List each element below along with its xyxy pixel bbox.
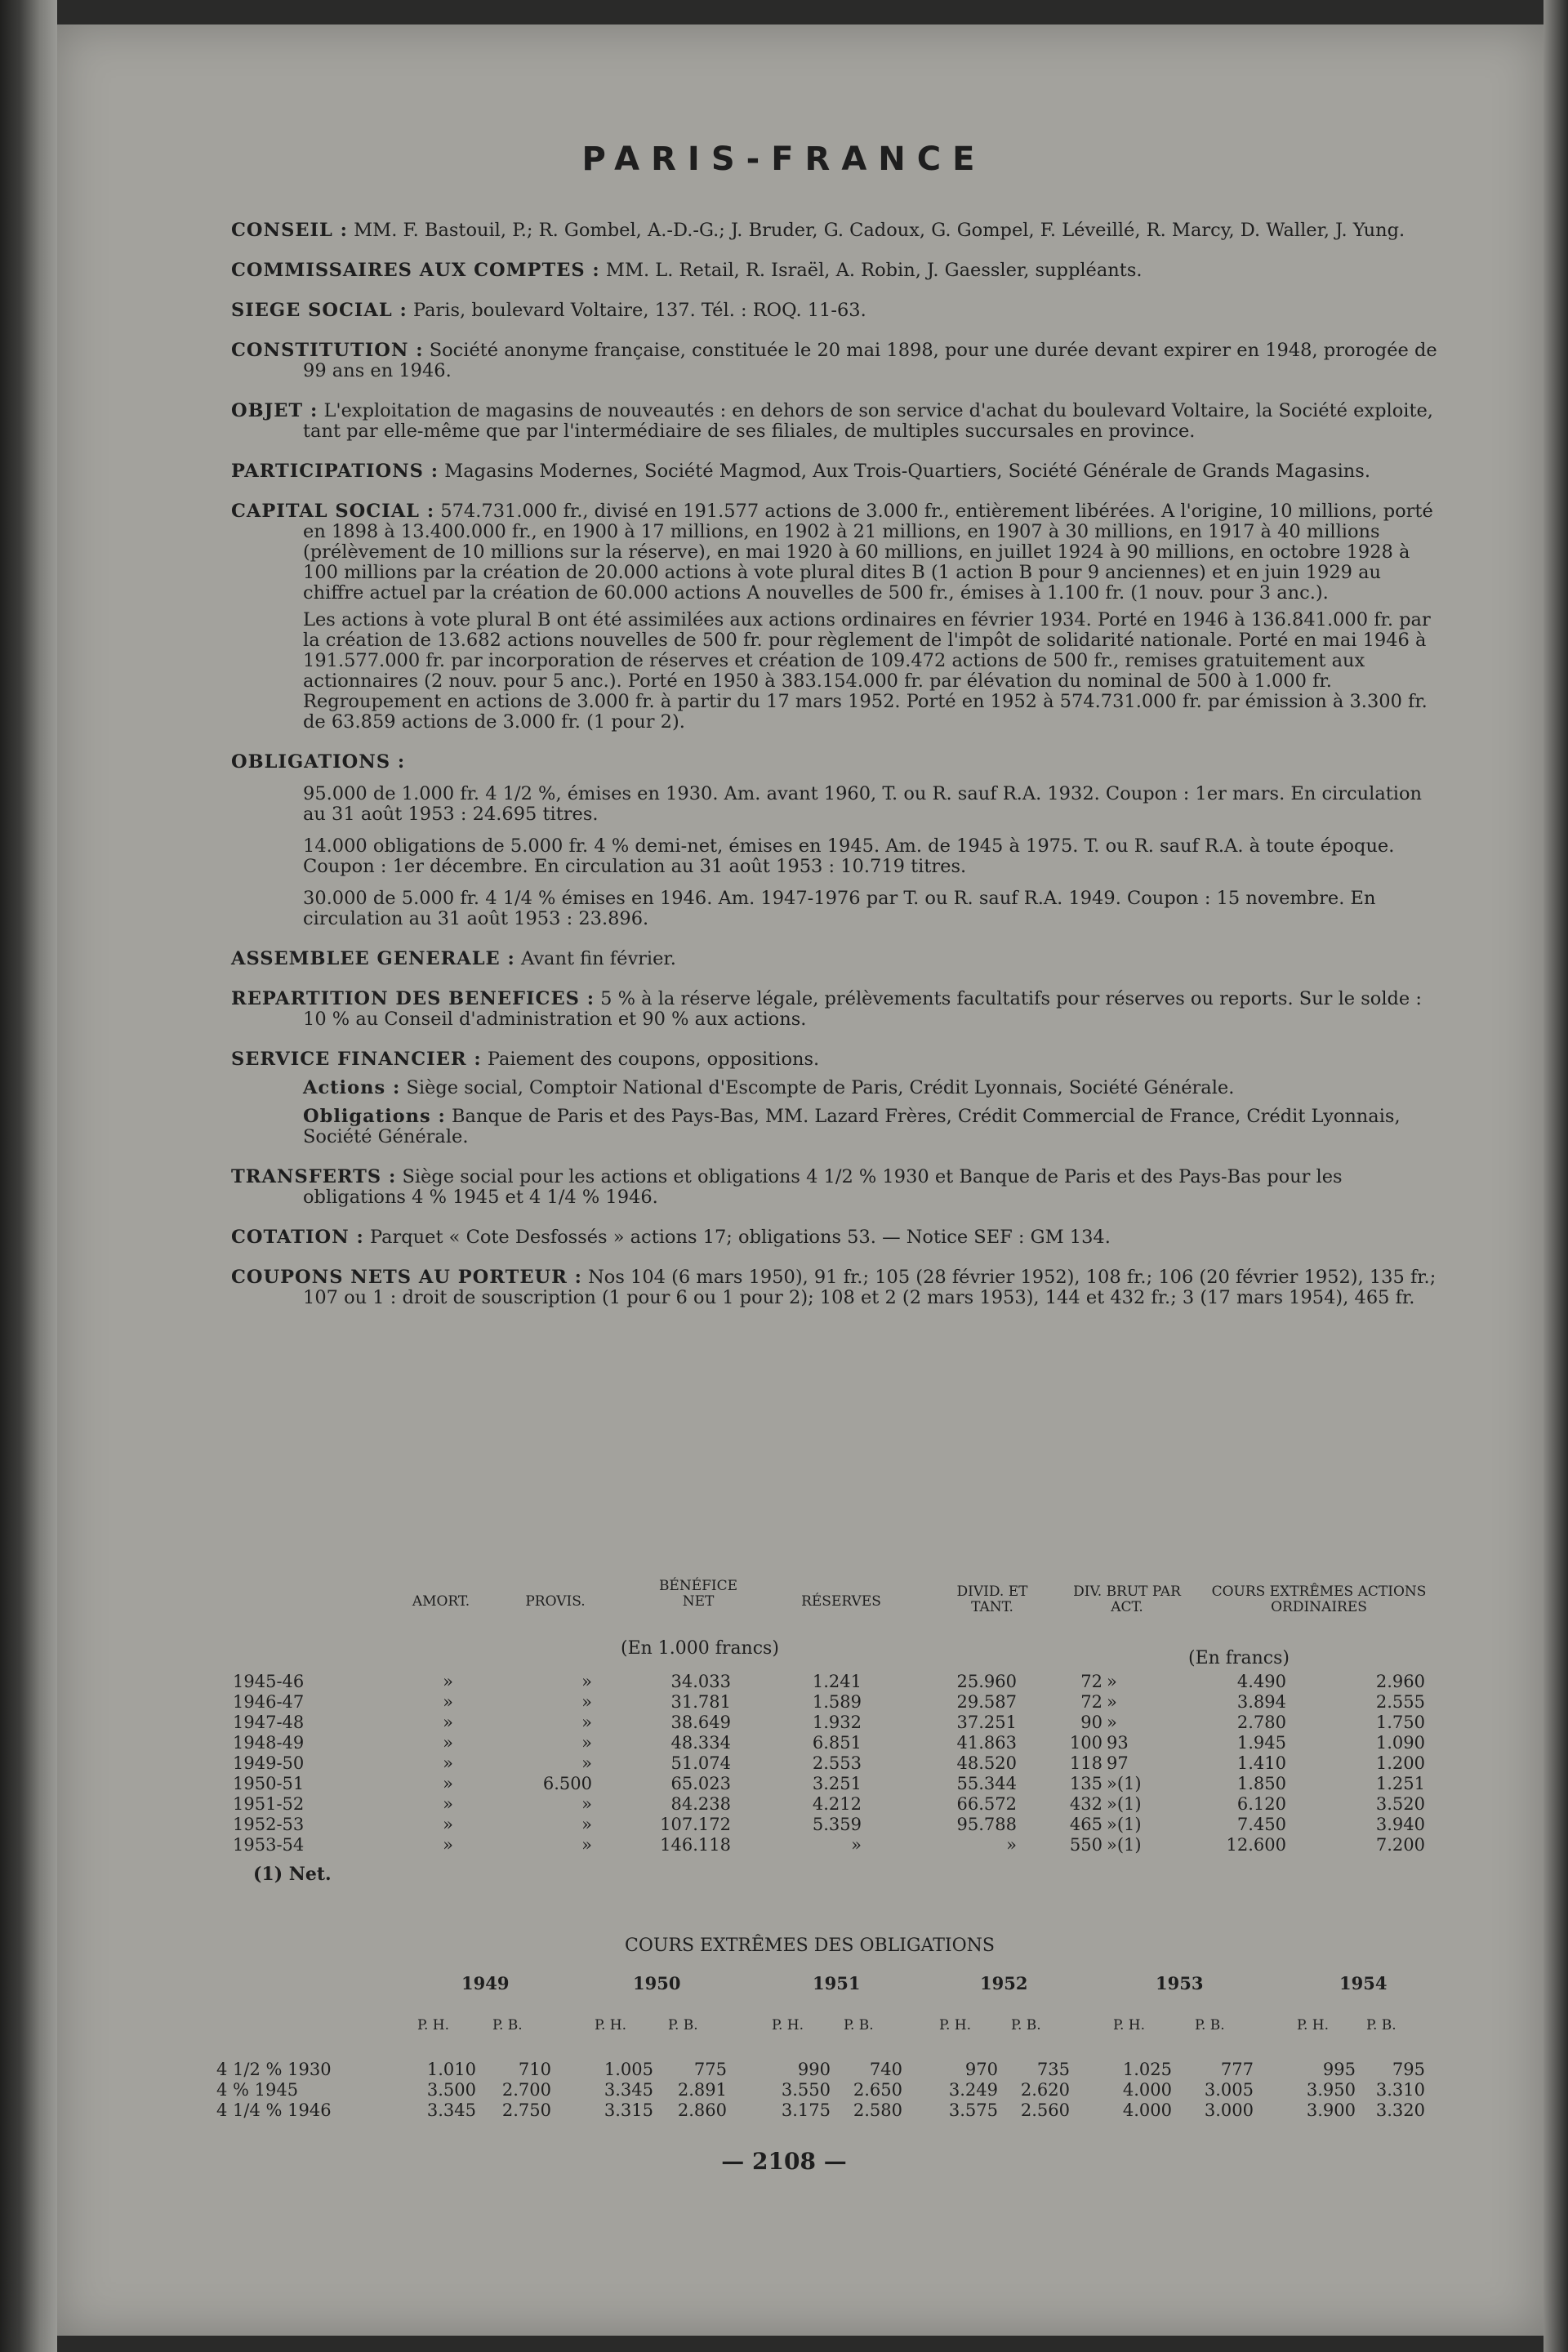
table-cell-amort: » [443, 1733, 453, 1753]
table-cell-low: 1.090 [1375, 1733, 1425, 1753]
table-cell-div2: »(1) [1107, 1774, 1142, 1793]
bond-year-header: 1953 [1156, 1973, 1204, 1993]
bond-price-cell: 3.320 [1375, 2100, 1425, 2120]
participations-section: PARTICIPATIONS : Magasins Modernes, Société Magmod, Aux Trois-Quartiers, Société Générale de Grands Magasins. [231, 461, 1371, 482]
col-header-pb: P. B. [492, 2017, 523, 2034]
col-header-ph: P. H. [1113, 2017, 1146, 2034]
bond-year-header: 1950 [633, 1973, 681, 1993]
table-cell-reserves: 1.589 [812, 1692, 862, 1712]
table-cell-benef: 107.172 [660, 1815, 731, 1834]
table-row [216, 1815, 1450, 1834]
table-cell-div: 90 [1080, 1713, 1102, 1732]
table-row [216, 1775, 1450, 1793]
bond-price-cell: 3.575 [948, 2100, 998, 2120]
col-header-amort: AMORT. [412, 1593, 470, 1610]
bond-price-cell: 2.700 [501, 2080, 551, 2100]
bond-table-title: COURS EXTRÊMES DES OBLIGATIONS [625, 1936, 995, 1956]
table-cell-amort: » [443, 1774, 453, 1793]
table-cell-high: 6.120 [1236, 1794, 1286, 1814]
table-cell-reserves: 1.241 [812, 1672, 862, 1691]
table-cell-div: 72 [1080, 1672, 1102, 1691]
bond-price-cell: 3.175 [781, 2100, 831, 2120]
obligation-item: 95.000 de 1.000 fr. 4 1/2 %, émises en 1930. Am. avant 1960, T. ou R. sauf R.A. 1932. Coupon : 1er mars. En circulation au 31 août 1953 : 24.695 titres. [303, 783, 1423, 825]
table-cell-divid: 48.520 [956, 1753, 1017, 1773]
table-cell-high: 7.450 [1236, 1815, 1286, 1834]
table-cell-div: 72 [1080, 1692, 1102, 1712]
table-cell-year: 1948-49 [233, 1733, 305, 1753]
bond-price-cell: 3.005 [1204, 2080, 1254, 2100]
table-cell-div: 100 [1069, 1733, 1102, 1753]
table-cell-provis: 6.500 [542, 1774, 592, 1793]
constitution-section: CONSTITUTION : Société anonyme française, constituée le 20 mai 1898, pour une durée devant expirer en 1948, prorogée de 99 ans en 1946. [231, 340, 1437, 381]
table-cell-reserves: 1.932 [812, 1713, 862, 1732]
col-header-pb: P. B. [1366, 2017, 1396, 2034]
col-header-benefice: BÉNÉFICE NET [658, 1578, 738, 1610]
bond-price-cell: 995 [1322, 2060, 1356, 2079]
commissaires-section: COMMISSAIRES AUX COMPTES : MM. L. Retail, R. Israël, A. Robin, J. Gaessler, suppléants. [231, 260, 1143, 281]
cotation-section: COTATION : Parquet « Cote Desfossés » actions 17; obligations 53. — Notice SEF : GM 134. [231, 1227, 1111, 1248]
col-header-reserves: RÉSERVES [801, 1593, 881, 1610]
table-cell-low: 1.251 [1375, 1774, 1425, 1793]
bond-price-cell: 1.010 [426, 2060, 476, 2079]
col-header-ph: P. H. [772, 2017, 804, 2034]
table-row [216, 1713, 1450, 1732]
col-header-pb: P. B. [1195, 2017, 1225, 2034]
bond-price-cell: 3.345 [426, 2100, 476, 2120]
table-cell-high: 4.490 [1236, 1672, 1286, 1691]
bond-year-header: 1951 [813, 1973, 861, 1993]
table-cell-amort: » [443, 1692, 453, 1712]
table-cell-benef: 146.118 [660, 1835, 731, 1855]
page-edge [1544, 0, 1568, 2352]
table-cell-year: 1946-47 [233, 1692, 305, 1712]
bond-price-cell: 3.315 [604, 2100, 653, 2120]
bond-price-cell: 3.550 [781, 2080, 831, 2100]
table-cell-div2: »(1) [1107, 1835, 1142, 1855]
bond-price-cell: 970 [964, 2060, 998, 2079]
bond-year-header: 1952 [980, 1973, 1028, 1993]
table-cell-high: 1.945 [1236, 1733, 1286, 1753]
table-cell-divid: 29.587 [956, 1692, 1017, 1712]
table-cell-amort: » [443, 1753, 453, 1773]
bond-price-cell: 1.005 [604, 2060, 653, 2079]
col-header-pb: P. B. [668, 2017, 698, 2034]
bond-price-cell: 2.560 [1020, 2100, 1070, 2120]
bond-year-header: 1949 [461, 1973, 510, 1993]
capital-history: Les actions à vote plural B ont été assimilées aux actions ordinaires en février 1934. Porté en 1946 à 136.841.000 fr. par la création de 13.682 actions nouvelles de 500 fr. pour règlement de l'impôt de solidarité nationale. Porté en mai 1946 à 191.577.000 fr. par incorporation de réserves et création de 109.472 actions de 500 fr., remises gratuitement aux actionnaires (2 nouv. pour 5 anc.). Porté en 1950 à 383.154.000 fr. par élévation du nominal de 500 à 1.000 fr. Regroupement en actions de 3.000 fr. à partir du 17 mars 1952. Porté en 1952 à 574.731.000 fr. par émission à 3.300 fr. de 63.859 actions de 3.000 fr. (1 pour 2). [303, 609, 1431, 733]
table-cell-year: 1952-53 [233, 1815, 305, 1834]
table-cell-benef: 84.238 [670, 1794, 731, 1814]
table-cell-benef: 48.334 [670, 1733, 731, 1753]
table-row [216, 1734, 1450, 1753]
book-spine [0, 0, 57, 2352]
table-cell-reserves: 6.851 [812, 1733, 862, 1753]
col-header-divbrut: DIV. BRUT PAR ACT. [1073, 1584, 1181, 1615]
bond-price-cell: 777 [1220, 2060, 1254, 2079]
table-cell-benef: 51.074 [670, 1753, 731, 1773]
assemblee-section: ASSEMBLEE GENERALE : Avant fin février. [231, 948, 676, 969]
table-cell-div2: 97 [1107, 1753, 1129, 1773]
table-cell-low: 1.200 [1375, 1753, 1425, 1773]
bond-price-cell: 990 [797, 2060, 831, 2079]
bond-price-cell: 1.025 [1122, 2060, 1172, 2079]
table-row [216, 1673, 1450, 1691]
table-cell-div: 135 [1069, 1774, 1102, 1793]
table-cell-divid: 41.863 [956, 1733, 1017, 1753]
table-cell-provis: » [581, 1753, 592, 1773]
table-row [216, 1795, 1450, 1814]
table-cell-reserves: 2.553 [812, 1753, 862, 1773]
table-cell-low: 3.940 [1375, 1815, 1425, 1834]
table-cell-benef: 65.023 [670, 1774, 731, 1793]
bond-price-cell: 2.620 [1020, 2080, 1070, 2100]
obligation-item: 14.000 obligations de 5.000 fr. 4 % demi-net, émises en 1945. Am. de 1945 à 1975. T. ou R. sauf R.A. à toute époque. Coupon : 1er décembre. En circulation au 31 août 1953 : 10.719 titres. [303, 835, 1395, 877]
conseil-section: CONSEIL : MM. F. Bastouil, P.; R. Gombel, A.-D.-G.; J. Bruder, G. Cadoux, G. Gompel, F. Léveillé, R. Marcy, D. Waller, J. Yung. [231, 220, 1405, 241]
siege-section: SIEGE SOCIAL : Paris, boulevard Voltaire, 137. Tél. : ROQ. 11-63. [231, 300, 866, 321]
table-cell-provis: » [581, 1692, 592, 1712]
bond-price-cell: 2.860 [677, 2100, 727, 2120]
table-cell-high: 3.894 [1236, 1692, 1286, 1712]
bond-price-cell: 4.000 [1122, 2100, 1172, 2120]
table-cell-provis: » [581, 1713, 592, 1732]
bond-price-cell: 3.249 [948, 2080, 998, 2100]
table-cell-div2: »(1) [1107, 1794, 1142, 1814]
table-cell-divid: 95.788 [956, 1815, 1017, 1834]
table-cell-div: 550 [1069, 1835, 1102, 1855]
table-cell-high: 1.850 [1236, 1774, 1286, 1793]
bond-price-cell: 740 [869, 2060, 902, 2079]
table-cell-divid: » [1006, 1835, 1017, 1855]
col-header-divid: DIVID. ET TANT. [956, 1584, 1028, 1615]
table-cell-year: 1950-51 [233, 1774, 305, 1793]
bond-price-cell: 2.891 [677, 2080, 727, 2100]
bond-row-label: 4 1/4 % 1946 [216, 2100, 332, 2120]
table-cell-div2: » [1107, 1672, 1117, 1691]
bond-price-cell: 2.580 [853, 2100, 902, 2120]
table-cell-div: 118 [1069, 1753, 1102, 1773]
col-header-provis: PROVIS. [525, 1593, 586, 1610]
obligations-section: OBLIGATIONS : 95.000 de 1.000 fr. 4 1/2 %, émises en 1930. Am. avant 1960, T. ou R. sauf R.A. 1932. Coupon : 1er mars. En circulation au 31 août 1953 : 24.695 titres. 14.000 obligations de 5.000 fr. 4 % demi-net, émises en 1945. Am. de 1945 à 1975. T. ou R. sauf R.A. à toute époque. Coupon : 1er décembre. En circulation au 31 août 1953 : 10.719 titres. 30.000 de 5.000 fr. 4 1/4 % émises en 1946. Am. 1947-1976 par T. ou R. sauf R.A. 1949. Coupon : 15 novembre. En circulation au 31 août 1953 : 23.896. [231, 752, 1440, 929]
col-header-ph: P. H. [1297, 2017, 1330, 2034]
table-cell-provis: » [581, 1794, 592, 1814]
table-cell-high: 12.600 [1226, 1835, 1286, 1855]
table-row [216, 1836, 1450, 1855]
table-cell-benef: 38.649 [670, 1713, 731, 1732]
table-cell-divid: 55.344 [956, 1774, 1017, 1793]
table-cell-low: 1.750 [1375, 1713, 1425, 1732]
page-title: PARIS-FRANCE [581, 140, 987, 178]
page-number: — 2108 — [721, 2148, 847, 2175]
table-cell-reserves: » [851, 1835, 862, 1855]
bond-year-header: 1954 [1339, 1973, 1388, 1993]
bond-price-cell: 3.000 [1204, 2100, 1254, 2120]
bond-price-cell: 3.950 [1306, 2080, 1356, 2100]
bond-price-cell: 3.500 [426, 2080, 476, 2100]
table-cell-div: 432 [1069, 1794, 1102, 1814]
table-cell-year: 1951-52 [233, 1794, 305, 1814]
table-cell-low: 2.555 [1375, 1692, 1425, 1712]
unit-label-thousands: (En 1.000 francs) [621, 1638, 779, 1659]
table-cell-low: 7.200 [1375, 1835, 1425, 1855]
objet-section: OBJET : L'exploitation de magasins de nouveautés : en dehors de son service d'achat du boulevard Voltaire, la Société exploite, tant par elle-même que par l'intermédiaire de ses filiales, de multiples succursales en province. [231, 400, 1433, 442]
table-cell-provis: » [581, 1815, 592, 1834]
table-cell-benef: 34.033 [670, 1672, 731, 1691]
table-row [216, 1754, 1450, 1773]
table-cell-div2: »(1) [1107, 1815, 1142, 1834]
col-header-ph: P. H. [595, 2017, 627, 2034]
table-footnote: (1) Net. [253, 1864, 332, 1885]
bond-price-cell: 3.900 [1306, 2100, 1356, 2120]
table-cell-provis: » [581, 1835, 592, 1855]
table-cell-reserves: 5.359 [812, 1815, 862, 1834]
table-cell-high: 2.780 [1236, 1713, 1286, 1732]
table-cell-amort: » [443, 1794, 453, 1814]
col-header-pb: P. B. [844, 2017, 874, 2034]
service-financier-section: SERVICE FINANCIER : Paiement des coupons, oppositions. Actions : Siège social, Comptoir National d'Escompte de Paris, Crédit Lyonnais, Société Générale. Obligations : Banque de Paris et des Pays-Bas, MM. Lazard Frères, Crédit Commercial de France, Crédit Lyonnais, Société Générale. [231, 1049, 1401, 1147]
bond-price-cell: 775 [693, 2060, 727, 2079]
unit-label-francs: (En francs) [1188, 1648, 1290, 1668]
col-header-ph: P. H. [939, 2017, 972, 2034]
table-cell-div2: » [1107, 1692, 1117, 1712]
col-header-pb: P. B. [1011, 2017, 1041, 2034]
table-cell-year: 1953-54 [233, 1835, 305, 1855]
bond-price-cell: 4.000 [1122, 2080, 1172, 2100]
bond-price-cell: 710 [518, 2060, 551, 2079]
table-cell-divid: 66.572 [956, 1794, 1017, 1814]
table-cell-div: 465 [1069, 1815, 1102, 1834]
table-row [216, 1693, 1450, 1712]
table-cell-high: 1.410 [1236, 1753, 1286, 1773]
table-cell-divid: 37.251 [956, 1713, 1017, 1732]
bond-price-cell: 3.310 [1375, 2080, 1425, 2100]
table-cell-reserves: 3.251 [812, 1774, 862, 1793]
table-cell-amort: » [443, 1713, 453, 1732]
bond-price-cell: 2.650 [853, 2080, 902, 2100]
table-cell-divid: 25.960 [956, 1672, 1017, 1691]
table-cell-amort: » [443, 1835, 453, 1855]
company-notice [231, 220, 1440, 1328]
table-cell-year: 1947-48 [233, 1713, 305, 1732]
bond-price-cell: 795 [1392, 2060, 1425, 2079]
bond-price-cell: 3.345 [604, 2080, 653, 2100]
table-cell-benef: 31.781 [670, 1692, 731, 1712]
table-cell-low: 2.960 [1375, 1672, 1425, 1691]
coupons-section: COUPONS NETS AU PORTEUR : Nos 104 (6 mars 1950), 91 fr.; 105 (28 février 1952), 108 fr.; 106 (20 février 1952), 135 fr.; 107 ou 1 : droit de souscription (1 pour 6 ou 1 pour 2); 108 et 2 (2 mars 1953), 144 et 432 fr.; 3 (17 mars 1954), 465 fr. [231, 1267, 1437, 1308]
table-cell-provis: » [581, 1733, 592, 1753]
bond-row-label: 4 % 1945 [216, 2080, 299, 2100]
table-cell-amort: » [443, 1672, 453, 1691]
obligation-item: 30.000 de 5.000 fr. 4 1/4 % émises en 1946. Am. 1947-1976 par T. ou R. sauf R.A. 1949. Coupon : 15 novembre. En circulation au 31 août 1953 : 23.896. [303, 888, 1376, 929]
transferts-section: TRANSFERTS : Siège social pour les actions et obligations 4 1/2 % 1930 et Banque de Paris et des Pays-Bas pour les obligations 4 % 1945 et 4 1/4 % 1946. [231, 1166, 1343, 1208]
bond-price-cell: 2.750 [501, 2100, 551, 2120]
table-cell-reserves: 4.212 [812, 1794, 862, 1814]
capital-section: CAPITAL SOCIAL : 574.731.000 fr., divisé en 191.577 actions de 3.000 fr., entièrement libérées. A l'origine, 10 millions, porté en 1898 à 13.400.000 fr., en 1900 à 17 millions, en 1902 à 21 millions, en 1907 à 30 millions, en 1917 à 40 millions (prélèvement de 10 millions sur la réserve), en mai 1920 à 60 millions, en juillet 1924 à 90 millions, en octobre 1928 à 100 millions par la création de 20.000 actions à vote plural dites B (1 action B pour 9 anciennes) et en juin 1929 au chiffre actuel par la création de 60.000 actions A nouvelles de 500 fr., émises à 1.100 fr. (1 nouv. pour 3 anc.). Les actions à vote plural B ont été assimilées aux actions ordinaires en février 1934. Porté en 1946 à 136.841.000 fr. par la création de 13.682 actions nouvelles de 500 fr. pour règlement de l'impôt de solidarité nationale. Porté en mai 1946 à 191.577.000 fr. par incorporation de réserves et création de 109.472 actions de 500 fr., remises gratuitement aux actionnaires (2 nouv. pour 5 anc.). Porté en 1950 à 383.154.000 fr. par élévation du nominal de 500 à 1.000 fr. Regroupement en actions de 3.000 fr. à partir du 17 mars 1952. Porté en 1952 à 574.731.000 fr. par émission à 3.300 fr. de 63.859 actions de 3.000 fr. (1 pour 2). [231, 501, 1440, 733]
col-header-ph: P. H. [417, 2017, 450, 2034]
table-cell-div2: » [1107, 1713, 1117, 1732]
table-cell-low: 3.520 [1375, 1794, 1425, 1814]
table-cell-amort: » [443, 1815, 453, 1834]
table-cell-provis: » [581, 1672, 592, 1691]
table-cell-div2: 93 [1107, 1733, 1129, 1753]
table-cell-year: 1945-46 [233, 1672, 305, 1691]
bond-price-cell: 735 [1036, 2060, 1070, 2079]
repartition-section: REPARTITION DES BENEFICES : 5 % à la réserve légale, prélèvements facultatifs pour réserves ou reports. Sur le solde : 10 % au Conseil d'administration et 90 % aux actions. [231, 988, 1422, 1030]
bond-row-label: 4 1/2 % 1930 [216, 2060, 332, 2079]
col-header-cours: COURS EXTRÊMES ACTIONS ORDINAIRES [1211, 1584, 1427, 1615]
table-cell-year: 1949-50 [233, 1753, 305, 1773]
